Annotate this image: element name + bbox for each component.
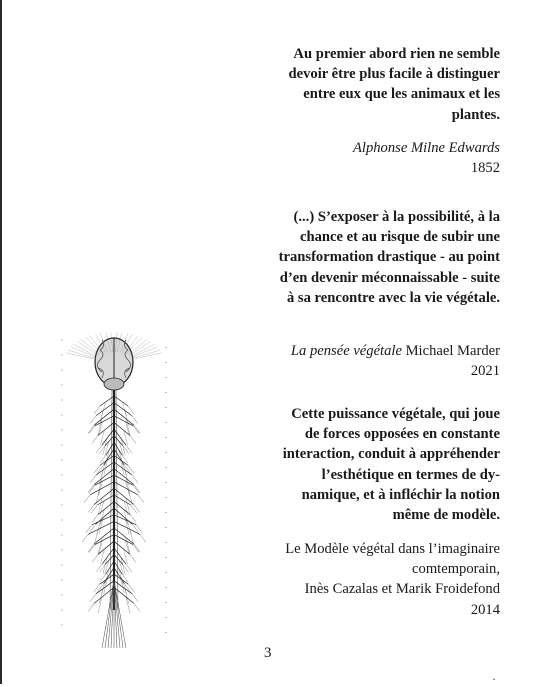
citation-line: comtemporain,: [412, 561, 500, 578]
nerve-stroke: [84, 495, 90, 503]
nerve-stroke: [114, 403, 132, 416]
nerve-stroke: [114, 482, 138, 495]
nerve-stroke: [134, 603, 140, 611]
nerve-stroke: [96, 403, 114, 416]
nerve-stroke: [90, 416, 96, 424]
marker-dot: [62, 460, 63, 461]
nerve-stroke: [88, 425, 94, 433]
marker-dot: [166, 602, 167, 603]
nerve-stroke: [86, 525, 92, 533]
marker-dot: [166, 347, 167, 348]
marker-dot: [166, 467, 167, 468]
marker-dot: [62, 355, 63, 356]
brain-drawing: [95, 338, 133, 390]
nerve-stroke: [82, 534, 88, 542]
nerve-stroke: [74, 344, 97, 356]
citation-year: 2014: [470, 601, 500, 618]
page-edge: [0, 0, 2, 684]
marker-dot: [166, 557, 167, 558]
nerve-stroke: [136, 525, 142, 533]
nerve-stroke: [133, 426, 139, 434]
nerve-stroke: [114, 442, 122, 455]
marker-dot: [166, 587, 167, 588]
nerve-stroke: [106, 561, 114, 574]
marker-dot: [62, 520, 63, 521]
page-number: 3: [264, 645, 272, 661]
nerve-stroke: [90, 482, 114, 495]
nerve-stroke: [90, 475, 96, 483]
nerve-stroke: [128, 465, 134, 473]
quote-line: transformation drastique - au point: [278, 249, 500, 266]
marker-dot: [62, 415, 63, 416]
marker-dot: [62, 385, 63, 386]
marker-dot: [62, 445, 63, 446]
quote-line: d’en devenir méconnaissable - suite: [279, 269, 500, 286]
citation-cazalas-froidefond: [250, 539, 500, 620]
quote-line: Au premier abord rien ne semble: [293, 46, 500, 62]
nerve-stroke: [114, 521, 140, 534]
marker-dot: [62, 370, 63, 371]
nerve-stroke: [132, 416, 138, 424]
nerve-stroke: [88, 544, 94, 552]
marker-dot: [166, 497, 167, 498]
nerve-stroke: [91, 505, 97, 513]
nerve-stroke: [128, 584, 134, 592]
nerve-stroke: [130, 515, 136, 523]
quote-line: chance et au risque de subir une: [299, 229, 500, 246]
nerve-stroke: [78, 341, 98, 355]
quote-line: entre eux que les animaux et les: [303, 86, 500, 103]
nerve-stroke: [92, 515, 98, 523]
nerve-stroke: [92, 435, 98, 443]
marker-dot: [62, 550, 63, 551]
nerve-stroke: [71, 347, 95, 357]
quote-line: Cette puissance végétale, qui joue: [291, 406, 500, 422]
marker-dot: [62, 475, 63, 476]
nerve-stroke: [89, 545, 95, 553]
marker-dot: [62, 625, 63, 626]
nerve-stroke: [94, 465, 100, 473]
marker-dot: [62, 430, 63, 431]
nerve-stroke: [140, 534, 146, 542]
quote-line: l’esthétique en termes de dy-: [321, 466, 500, 483]
nerve-stroke: [96, 564, 102, 572]
nerve-stroke: [134, 425, 140, 433]
citation-milne-edwards: [250, 138, 500, 178]
corner-mark: ·: [492, 672, 496, 686]
nervous-system-illustration: [52, 310, 182, 650]
marker-dot: [166, 572, 167, 573]
quote-line: plantes.: [451, 106, 500, 123]
citation-year: 2021: [470, 363, 500, 380]
marker-dot: [166, 407, 167, 408]
marker-dot: [166, 377, 167, 378]
marker-dot: [62, 610, 63, 611]
marker-dot: [62, 580, 63, 581]
nerve-stroke: [130, 554, 136, 562]
nerve-stroke: [96, 445, 102, 453]
marker-dot: [166, 392, 167, 393]
marker-dot: [166, 422, 167, 423]
nerve-stroke: [134, 504, 140, 512]
marker-dot: [166, 452, 167, 453]
quote-milne-edwards: [250, 44, 500, 125]
quote-line: même de modèle.: [392, 507, 500, 524]
nerve-stroke: [114, 561, 122, 574]
quote-line: interaction, conduit à appréhender: [282, 446, 500, 463]
nerve-stroke: [96, 581, 114, 594]
nerve-stroke: [92, 554, 98, 562]
nerve-stroke: [126, 564, 132, 572]
marker-dot: [62, 595, 63, 596]
marker-dot: [62, 565, 63, 566]
marker-dot: [62, 535, 63, 536]
nerve-stroke: [94, 584, 100, 592]
marker-dot: [166, 512, 167, 513]
nerve-stroke: [134, 544, 140, 552]
nerve-stroke: [128, 406, 134, 414]
citation-marder: [250, 341, 500, 381]
nerve-stroke: [106, 442, 114, 455]
nerve-stroke: [88, 603, 94, 611]
quote-line: namique, et à infléchir la notion: [301, 486, 500, 503]
nervous-system-engraving-icon: [52, 310, 182, 650]
marker-dot: [166, 542, 167, 543]
nerve-stroke: [102, 580, 114, 648]
marker-dot: [62, 400, 63, 401]
citation-author: Michael Marder: [401, 343, 500, 359]
marker-dot: [62, 490, 63, 491]
nerve-stroke: [132, 344, 155, 356]
nerve-stroke: [131, 505, 137, 513]
nerve-stroke: [88, 521, 114, 534]
nerve-stroke: [133, 485, 139, 493]
marker-dot: [62, 505, 63, 506]
marker-dot: [166, 482, 167, 483]
nerve-stroke: [126, 445, 132, 453]
quote-marder: [250, 207, 500, 308]
quote-line: devoir être plus facile à distinguer: [288, 66, 500, 83]
nerve-stroke: [89, 426, 95, 434]
nerve-stroke: [138, 495, 144, 503]
citation-line: Inès Cazalas et Marik Froidefond: [304, 581, 500, 598]
citation-author: Alphonse Milne Edwards: [352, 140, 500, 156]
marker-dot: [166, 527, 167, 528]
quote-cazalas-froidefond: [250, 404, 500, 525]
quote-line: à sa rencontre avec la vie végétale.: [286, 289, 500, 306]
marker-dot: [166, 362, 167, 363]
nerve-stroke: [132, 475, 138, 483]
citation-line: Le Modèle végétal dans l’imaginaire: [285, 541, 500, 557]
marker-dot: [166, 437, 167, 438]
nerve-stroke: [88, 485, 94, 493]
nerve-stroke: [133, 545, 139, 553]
nerve-stroke: [114, 580, 126, 648]
nerve-stroke: [94, 406, 100, 414]
nerve-stroke: [133, 347, 157, 357]
marker-dot: [166, 632, 167, 633]
nerve-stroke: [88, 504, 94, 512]
marker-dot: [166, 617, 167, 618]
citation-year: 1852: [470, 160, 500, 177]
nerve-stroke: [89, 485, 95, 493]
nerve-stroke: [132, 594, 138, 602]
quote-line: (...) S’exposer à la possibilité, à la: [293, 209, 500, 225]
citation-title: La pensée végétale: [290, 343, 402, 359]
nerve-stroke: [134, 485, 140, 493]
nerve-stroke: [90, 594, 96, 602]
quote-line: de forces opposées en constante: [304, 426, 500, 443]
nerve-stroke: [130, 435, 136, 443]
nerve-stroke: [130, 341, 150, 355]
marker-dot: [62, 340, 63, 341]
nerve-stroke: [114, 581, 132, 594]
